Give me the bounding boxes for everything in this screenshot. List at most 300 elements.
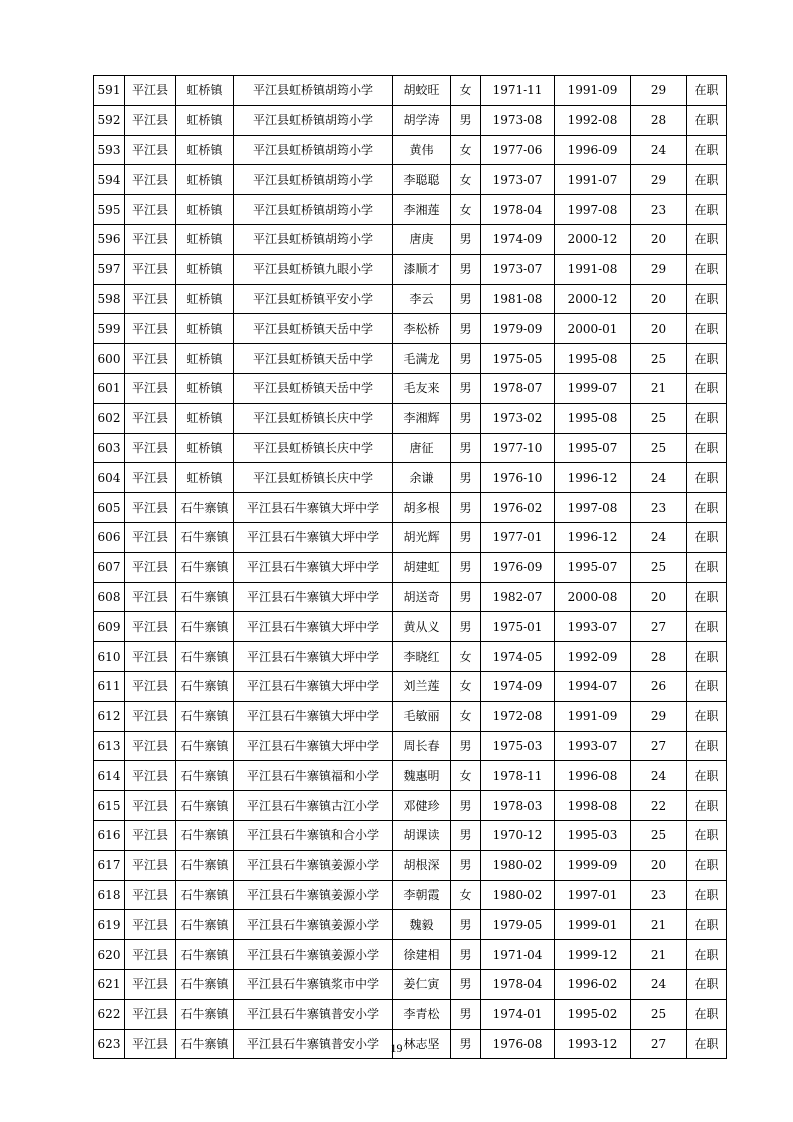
status-cell: 在职 [687, 254, 727, 284]
start-date-cell: 1991-07 [555, 165, 631, 195]
start-date-cell: 1995-07 [555, 552, 631, 582]
row-index-cell: 620 [94, 940, 125, 970]
start-date-cell: 1999-01 [555, 910, 631, 940]
county-cell: 平江县 [125, 403, 176, 433]
teacher-roster-table [93, 75, 727, 1059]
birth-date-cell: 1980-02 [481, 850, 555, 880]
school-cell: 平江县虹桥镇长庆中学 [234, 403, 393, 433]
school-cell: 平江县石牛寨镇大坪中学 [234, 612, 393, 642]
birth-date-cell: 1974-09 [481, 671, 555, 701]
years-cell: 24 [631, 969, 687, 999]
county-cell: 平江县 [125, 373, 176, 403]
birth-date-cell: 1978-03 [481, 791, 555, 821]
row-index-cell: 610 [94, 642, 125, 672]
table-row [94, 761, 727, 791]
row-index-cell: 616 [94, 820, 125, 850]
status-cell: 在职 [687, 761, 727, 791]
row-index-cell: 597 [94, 254, 125, 284]
years-cell: 27 [631, 1029, 687, 1059]
birth-date-cell: 1981-08 [481, 284, 555, 314]
county-cell: 平江县 [125, 850, 176, 880]
start-date-cell: 2000-01 [555, 314, 631, 344]
gender-cell: 男 [451, 731, 481, 761]
years-cell: 20 [631, 850, 687, 880]
name-cell: 姜仁寅 [393, 969, 451, 999]
county-cell: 平江县 [125, 552, 176, 582]
start-date-cell: 1996-12 [555, 522, 631, 552]
table-row [94, 493, 727, 523]
years-cell: 21 [631, 940, 687, 970]
start-date-cell: 1993-07 [555, 612, 631, 642]
status-cell: 在职 [687, 701, 727, 731]
birth-date-cell: 1976-02 [481, 493, 555, 523]
county-cell: 平江县 [125, 284, 176, 314]
school-cell: 平江县石牛寨镇浆市中学 [234, 969, 393, 999]
start-date-cell: 2000-12 [555, 224, 631, 254]
county-cell: 平江县 [125, 463, 176, 493]
start-date-cell: 1998-08 [555, 791, 631, 821]
county-cell: 平江县 [125, 969, 176, 999]
row-index-cell: 593 [94, 135, 125, 165]
school-cell: 平江县石牛寨镇大坪中学 [234, 731, 393, 761]
table-row [94, 463, 727, 493]
birth-date-cell: 1978-11 [481, 761, 555, 791]
row-index-cell: 596 [94, 224, 125, 254]
start-date-cell: 1996-12 [555, 463, 631, 493]
birth-date-cell: 1973-07 [481, 254, 555, 284]
start-date-cell: 1991-09 [555, 76, 631, 106]
gender-cell: 男 [451, 433, 481, 463]
years-cell: 24 [631, 135, 687, 165]
name-cell: 毛友来 [393, 373, 451, 403]
name-cell: 胡蛟旺 [393, 76, 451, 106]
gender-cell: 女 [451, 135, 481, 165]
gender-cell: 男 [451, 820, 481, 850]
status-cell: 在职 [687, 224, 727, 254]
table-row [94, 582, 727, 612]
town-cell: 虹桥镇 [176, 165, 234, 195]
county-cell: 平江县 [125, 761, 176, 791]
row-index-cell: 609 [94, 612, 125, 642]
start-date-cell: 1992-08 [555, 105, 631, 135]
table-row [94, 195, 727, 225]
school-cell: 平江县石牛寨镇姜源小学 [234, 910, 393, 940]
name-cell: 李松桥 [393, 314, 451, 344]
gender-cell: 男 [451, 1029, 481, 1059]
years-cell: 26 [631, 671, 687, 701]
years-cell: 20 [631, 284, 687, 314]
name-cell: 毛敏丽 [393, 701, 451, 731]
status-cell: 在职 [687, 284, 727, 314]
county-cell: 平江县 [125, 195, 176, 225]
county-cell: 平江县 [125, 820, 176, 850]
years-cell: 24 [631, 522, 687, 552]
start-date-cell: 1991-09 [555, 701, 631, 731]
gender-cell: 女 [451, 642, 481, 672]
birth-date-cell: 1980-02 [481, 880, 555, 910]
gender-cell: 男 [451, 344, 481, 374]
start-date-cell: 1995-08 [555, 403, 631, 433]
name-cell: 刘兰莲 [393, 671, 451, 701]
county-cell: 平江县 [125, 105, 176, 135]
table-row [94, 701, 727, 731]
county-cell: 平江县 [125, 135, 176, 165]
name-cell: 胡光辉 [393, 522, 451, 552]
town-cell: 虹桥镇 [176, 135, 234, 165]
years-cell: 28 [631, 642, 687, 672]
town-cell: 虹桥镇 [176, 254, 234, 284]
start-date-cell: 1995-07 [555, 433, 631, 463]
start-date-cell: 1992-09 [555, 642, 631, 672]
gender-cell: 男 [451, 582, 481, 612]
county-cell: 平江县 [125, 1029, 176, 1059]
name-cell: 黄伟 [393, 135, 451, 165]
birth-date-cell: 1971-11 [481, 76, 555, 106]
table-row [94, 850, 727, 880]
gender-cell: 男 [451, 969, 481, 999]
status-cell: 在职 [687, 433, 727, 463]
county-cell: 平江县 [125, 940, 176, 970]
status-cell: 在职 [687, 940, 727, 970]
status-cell: 在职 [687, 76, 727, 106]
table-row [94, 999, 727, 1029]
gender-cell: 男 [451, 254, 481, 284]
school-cell: 平江县虹桥镇胡筠小学 [234, 76, 393, 106]
birth-date-cell: 1979-09 [481, 314, 555, 344]
table-row [94, 76, 727, 106]
school-cell: 平江县石牛寨镇姜源小学 [234, 940, 393, 970]
status-cell: 在职 [687, 910, 727, 940]
county-cell: 平江县 [125, 76, 176, 106]
years-cell: 29 [631, 701, 687, 731]
start-date-cell: 1995-03 [555, 820, 631, 850]
years-cell: 29 [631, 76, 687, 106]
status-cell: 在职 [687, 642, 727, 672]
years-cell: 22 [631, 791, 687, 821]
years-cell: 21 [631, 373, 687, 403]
row-index-cell: 622 [94, 999, 125, 1029]
row-index-cell: 601 [94, 373, 125, 403]
school-cell: 平江县虹桥镇胡筠小学 [234, 224, 393, 254]
gender-cell: 女 [451, 671, 481, 701]
table-row [94, 433, 727, 463]
row-index-cell: 606 [94, 522, 125, 552]
row-index-cell: 594 [94, 165, 125, 195]
gender-cell: 男 [451, 552, 481, 582]
school-cell: 平江县石牛寨镇古江小学 [234, 791, 393, 821]
name-cell: 余谦 [393, 463, 451, 493]
county-cell: 平江县 [125, 612, 176, 642]
county-cell: 平江县 [125, 582, 176, 612]
town-cell: 石牛寨镇 [176, 612, 234, 642]
county-cell: 平江县 [125, 224, 176, 254]
town-cell: 石牛寨镇 [176, 969, 234, 999]
status-cell: 在职 [687, 195, 727, 225]
row-index-cell: 608 [94, 582, 125, 612]
birth-date-cell: 1977-01 [481, 522, 555, 552]
name-cell: 李聪聪 [393, 165, 451, 195]
name-cell: 李青松 [393, 999, 451, 1029]
status-cell: 在职 [687, 403, 727, 433]
table-row [94, 642, 727, 672]
birth-date-cell: 1974-05 [481, 642, 555, 672]
school-cell: 平江县虹桥镇天岳中学 [234, 373, 393, 403]
county-cell: 平江县 [125, 701, 176, 731]
school-cell: 平江县石牛寨镇大坪中学 [234, 642, 393, 672]
school-cell: 平江县石牛寨镇普安小学 [234, 999, 393, 1029]
table-row [94, 552, 727, 582]
name-cell: 魏毅 [393, 910, 451, 940]
years-cell: 21 [631, 910, 687, 940]
row-index-cell: 612 [94, 701, 125, 731]
gender-cell: 男 [451, 910, 481, 940]
school-cell: 平江县石牛寨镇大坪中学 [234, 701, 393, 731]
birth-date-cell: 1982-07 [481, 582, 555, 612]
table-row [94, 105, 727, 135]
name-cell: 漆顺才 [393, 254, 451, 284]
start-date-cell: 2000-12 [555, 284, 631, 314]
start-date-cell: 1997-08 [555, 195, 631, 225]
years-cell: 27 [631, 612, 687, 642]
school-cell: 平江县石牛寨镇普安小学 [234, 1029, 393, 1059]
gender-cell: 男 [451, 224, 481, 254]
table-row [94, 165, 727, 195]
years-cell: 23 [631, 195, 687, 225]
town-cell: 石牛寨镇 [176, 582, 234, 612]
gender-cell: 男 [451, 463, 481, 493]
town-cell: 石牛寨镇 [176, 671, 234, 701]
start-date-cell: 1991-08 [555, 254, 631, 284]
status-cell: 在职 [687, 999, 727, 1029]
town-cell: 虹桥镇 [176, 344, 234, 374]
name-cell: 李湘莲 [393, 195, 451, 225]
gender-cell: 男 [451, 493, 481, 523]
school-cell: 平江县石牛寨镇姜源小学 [234, 850, 393, 880]
status-cell: 在职 [687, 791, 727, 821]
town-cell: 石牛寨镇 [176, 791, 234, 821]
school-cell: 平江县虹桥镇胡筠小学 [234, 135, 393, 165]
school-cell: 平江县虹桥镇胡筠小学 [234, 165, 393, 195]
birth-date-cell: 1974-01 [481, 999, 555, 1029]
town-cell: 虹桥镇 [176, 403, 234, 433]
county-cell: 平江县 [125, 910, 176, 940]
gender-cell: 男 [451, 850, 481, 880]
status-cell: 在职 [687, 850, 727, 880]
table-row [94, 403, 727, 433]
name-cell: 李云 [393, 284, 451, 314]
county-cell: 平江县 [125, 999, 176, 1029]
school-cell: 平江县虹桥镇长庆中学 [234, 433, 393, 463]
birth-date-cell: 1975-05 [481, 344, 555, 374]
county-cell: 平江县 [125, 314, 176, 344]
county-cell: 平江县 [125, 642, 176, 672]
name-cell: 胡建虹 [393, 552, 451, 582]
town-cell: 虹桥镇 [176, 463, 234, 493]
row-index-cell: 595 [94, 195, 125, 225]
start-date-cell: 1993-07 [555, 731, 631, 761]
table-row [94, 910, 727, 940]
town-cell: 石牛寨镇 [176, 820, 234, 850]
start-date-cell: 1994-07 [555, 671, 631, 701]
name-cell: 李湘辉 [393, 403, 451, 433]
row-index-cell: 592 [94, 105, 125, 135]
status-cell: 在职 [687, 135, 727, 165]
table-row [94, 284, 727, 314]
county-cell: 平江县 [125, 791, 176, 821]
name-cell: 李晓红 [393, 642, 451, 672]
school-cell: 平江县石牛寨镇大坪中学 [234, 493, 393, 523]
status-cell: 在职 [687, 820, 727, 850]
row-index-cell: 602 [94, 403, 125, 433]
years-cell: 24 [631, 463, 687, 493]
table-row [94, 791, 727, 821]
town-cell: 石牛寨镇 [176, 850, 234, 880]
county-cell: 平江县 [125, 493, 176, 523]
gender-cell: 女 [451, 165, 481, 195]
gender-cell: 男 [451, 791, 481, 821]
years-cell: 24 [631, 761, 687, 791]
years-cell: 29 [631, 165, 687, 195]
gender-cell: 女 [451, 761, 481, 791]
town-cell: 石牛寨镇 [176, 999, 234, 1029]
birth-date-cell: 1978-07 [481, 373, 555, 403]
name-cell: 黄从义 [393, 612, 451, 642]
gender-cell: 男 [451, 522, 481, 552]
status-cell: 在职 [687, 522, 727, 552]
town-cell: 石牛寨镇 [176, 522, 234, 552]
school-cell: 平江县虹桥镇九眼小学 [234, 254, 393, 284]
start-date-cell: 1997-08 [555, 493, 631, 523]
table-row [94, 224, 727, 254]
years-cell: 25 [631, 552, 687, 582]
town-cell: 石牛寨镇 [176, 880, 234, 910]
town-cell: 石牛寨镇 [176, 493, 234, 523]
birth-date-cell: 1975-03 [481, 731, 555, 761]
table-row [94, 731, 727, 761]
row-index-cell: 611 [94, 671, 125, 701]
years-cell: 20 [631, 224, 687, 254]
town-cell: 石牛寨镇 [176, 1029, 234, 1059]
name-cell: 胡根深 [393, 850, 451, 880]
years-cell: 25 [631, 820, 687, 850]
row-index-cell: 607 [94, 552, 125, 582]
row-index-cell: 600 [94, 344, 125, 374]
table-row [94, 373, 727, 403]
gender-cell: 女 [451, 195, 481, 225]
birth-date-cell: 1976-10 [481, 463, 555, 493]
table-row [94, 344, 727, 374]
birth-date-cell: 1977-06 [481, 135, 555, 165]
years-cell: 29 [631, 254, 687, 284]
gender-cell: 女 [451, 701, 481, 731]
school-cell: 平江县虹桥镇天岳中学 [234, 314, 393, 344]
status-cell: 在职 [687, 1029, 727, 1059]
table-row [94, 314, 727, 344]
row-index-cell: 604 [94, 463, 125, 493]
town-cell: 石牛寨镇 [176, 731, 234, 761]
birth-date-cell: 1973-02 [481, 403, 555, 433]
town-cell: 虹桥镇 [176, 433, 234, 463]
birth-date-cell: 1973-08 [481, 105, 555, 135]
years-cell: 20 [631, 582, 687, 612]
status-cell: 在职 [687, 105, 727, 135]
row-index-cell: 598 [94, 284, 125, 314]
status-cell: 在职 [687, 314, 727, 344]
birth-date-cell: 1976-09 [481, 552, 555, 582]
name-cell: 周长春 [393, 731, 451, 761]
row-index-cell: 619 [94, 910, 125, 940]
county-cell: 平江县 [125, 344, 176, 374]
name-cell: 徐建相 [393, 940, 451, 970]
years-cell: 23 [631, 493, 687, 523]
years-cell: 25 [631, 999, 687, 1029]
table-row [94, 671, 727, 701]
gender-cell: 男 [451, 373, 481, 403]
school-cell: 平江县石牛寨镇姜源小学 [234, 880, 393, 910]
name-cell: 胡学涛 [393, 105, 451, 135]
row-index-cell: 603 [94, 433, 125, 463]
status-cell: 在职 [687, 969, 727, 999]
county-cell: 平江县 [125, 433, 176, 463]
school-cell: 平江县石牛寨镇大坪中学 [234, 582, 393, 612]
name-cell: 唐征 [393, 433, 451, 463]
town-cell: 虹桥镇 [176, 195, 234, 225]
gender-cell: 男 [451, 940, 481, 970]
table-row [94, 880, 727, 910]
gender-cell: 男 [451, 314, 481, 344]
county-cell: 平江县 [125, 731, 176, 761]
birth-date-cell: 1978-04 [481, 969, 555, 999]
school-cell: 平江县石牛寨镇大坪中学 [234, 552, 393, 582]
birth-date-cell: 1973-07 [481, 165, 555, 195]
status-cell: 在职 [687, 165, 727, 195]
birth-date-cell: 1975-01 [481, 612, 555, 642]
town-cell: 石牛寨镇 [176, 910, 234, 940]
birth-date-cell: 1971-04 [481, 940, 555, 970]
page-number: 19 [390, 1041, 403, 1055]
table-row [94, 254, 727, 284]
school-cell: 平江县石牛寨镇大坪中学 [234, 522, 393, 552]
start-date-cell: 1999-07 [555, 373, 631, 403]
start-date-cell: 1996-02 [555, 969, 631, 999]
name-cell: 李朝霞 [393, 880, 451, 910]
years-cell: 20 [631, 314, 687, 344]
gender-cell: 男 [451, 999, 481, 1029]
school-cell: 平江县石牛寨镇和合小学 [234, 820, 393, 850]
start-date-cell: 1999-12 [555, 940, 631, 970]
table-row [94, 969, 727, 999]
start-date-cell: 2000-08 [555, 582, 631, 612]
county-cell: 平江县 [125, 880, 176, 910]
town-cell: 虹桥镇 [176, 314, 234, 344]
years-cell: 27 [631, 731, 687, 761]
years-cell: 25 [631, 433, 687, 463]
county-cell: 平江县 [125, 165, 176, 195]
birth-date-cell: 1972-08 [481, 701, 555, 731]
town-cell: 石牛寨镇 [176, 642, 234, 672]
years-cell: 25 [631, 344, 687, 374]
town-cell: 虹桥镇 [176, 224, 234, 254]
town-cell: 虹桥镇 [176, 373, 234, 403]
gender-cell: 女 [451, 880, 481, 910]
name-cell: 魏惠明 [393, 761, 451, 791]
county-cell: 平江县 [125, 522, 176, 552]
name-cell: 胡多根 [393, 493, 451, 523]
name-cell: 唐庚 [393, 224, 451, 254]
table-row [94, 612, 727, 642]
row-index-cell: 591 [94, 76, 125, 106]
town-cell: 石牛寨镇 [176, 552, 234, 582]
